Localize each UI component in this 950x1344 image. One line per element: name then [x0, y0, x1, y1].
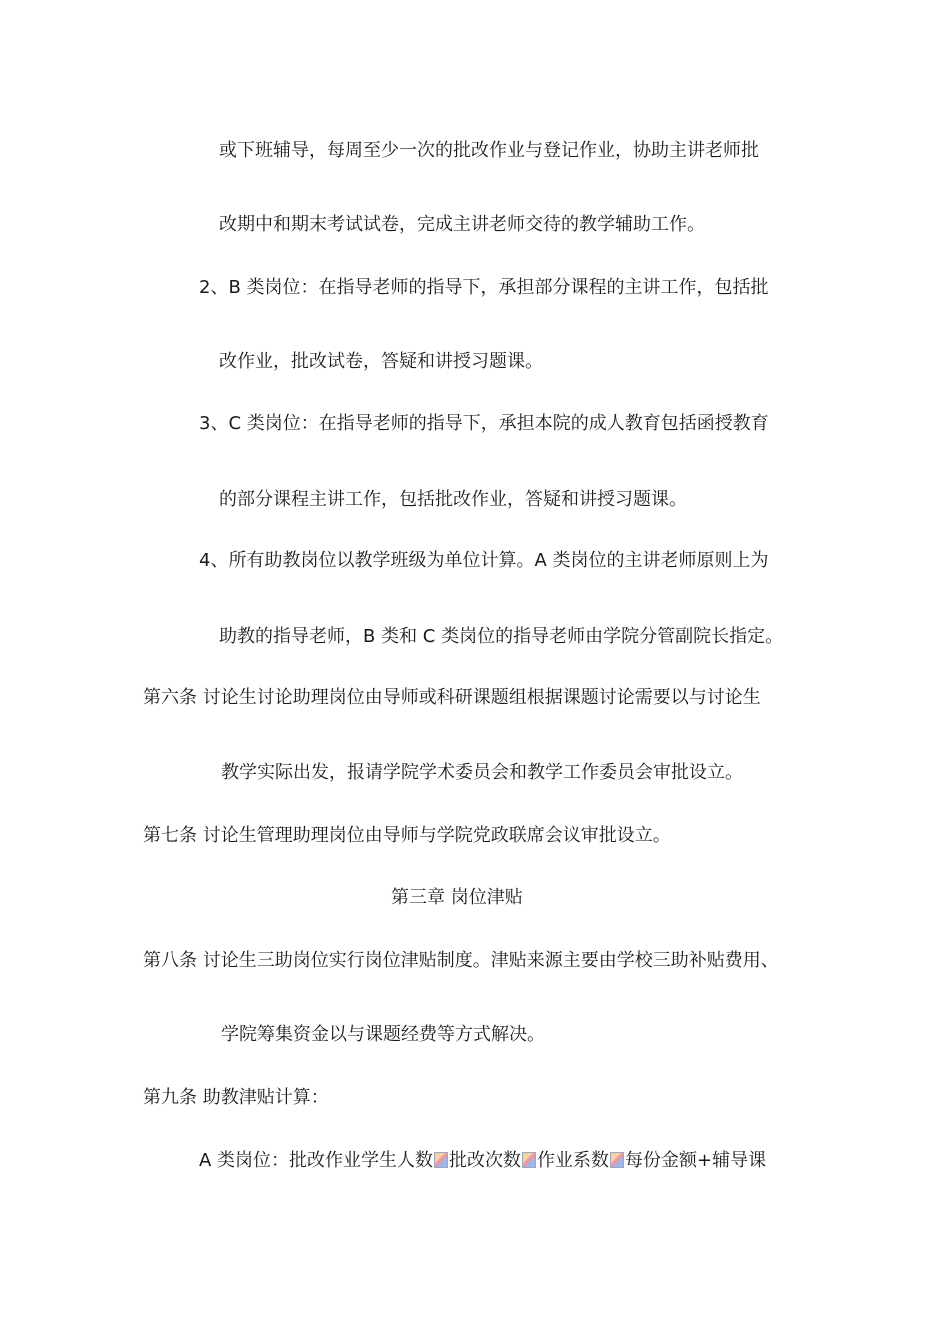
text-line-7: 4、所有助教岗位以教学班级为单位计算。A 类岗位的主讲老师原则上为: [199, 550, 769, 571]
article-6-line-1: 第六条 讨论生讨论助理岗位由导师或科研课题组根据课题讨论需要以与讨论生: [143, 687, 761, 708]
broken-glyph-icon: [522, 1152, 536, 1168]
chapter-3-heading: 第三章 岗位津贴: [391, 887, 523, 908]
formula-part-4: 每份金额+辅导课: [625, 1150, 767, 1171]
article-8-line-2: 学院筹集资金以与课题经费等方式解决。: [221, 1024, 545, 1045]
article-7: 第七条 讨论生管理助理岗位由导师与学院党政联席会议审批设立。: [143, 825, 671, 846]
formula-part-3: 作业系数: [537, 1150, 610, 1171]
broken-glyph-icon: [610, 1152, 624, 1168]
text-line-1: 或下班辅导，每周至少一次的批改作业与登记作业，协助主讲老师批: [219, 140, 759, 161]
article-8-line-1: 第八条 讨论生三助岗位实行岗位津贴制度。津贴来源主要由学校三助补贴费用、: [143, 950, 779, 971]
formula-line: [199, 1149, 766, 1173]
article-6-line-2: 教学实际出发，报请学院学术委员会和教学工作委员会审批设立。: [221, 762, 743, 783]
formula-part-1: A 类岗位：批改作业学生人数: [199, 1150, 434, 1171]
text-line-6: 的部分课程主讲工作，包括批改作业，答疑和讲授习题课。: [219, 489, 687, 510]
article-9: 第九条 助教津贴计算：: [143, 1087, 329, 1108]
text-line-8: 助教的指导老师，B 类和 C 类岗位的指导老师由学院分管副院长指定。: [219, 626, 784, 647]
text-line-5: 3、C 类岗位：在指导老师的指导下，承担本院的成人教育包括函授教育: [199, 413, 769, 434]
formula-part-2: 批改次数: [449, 1150, 522, 1171]
broken-glyph-icon: [434, 1152, 448, 1168]
text-line-4: 改作业，批改试卷，答疑和讲授习题课。: [219, 351, 543, 372]
text-line-3: 2、B 类岗位：在指导老师的指导下，承担部分课程的主讲工作，包括批: [199, 277, 769, 298]
text-line-2: 改期中和期末考试试卷，完成主讲老师交待的教学辅助工作。: [219, 214, 705, 235]
